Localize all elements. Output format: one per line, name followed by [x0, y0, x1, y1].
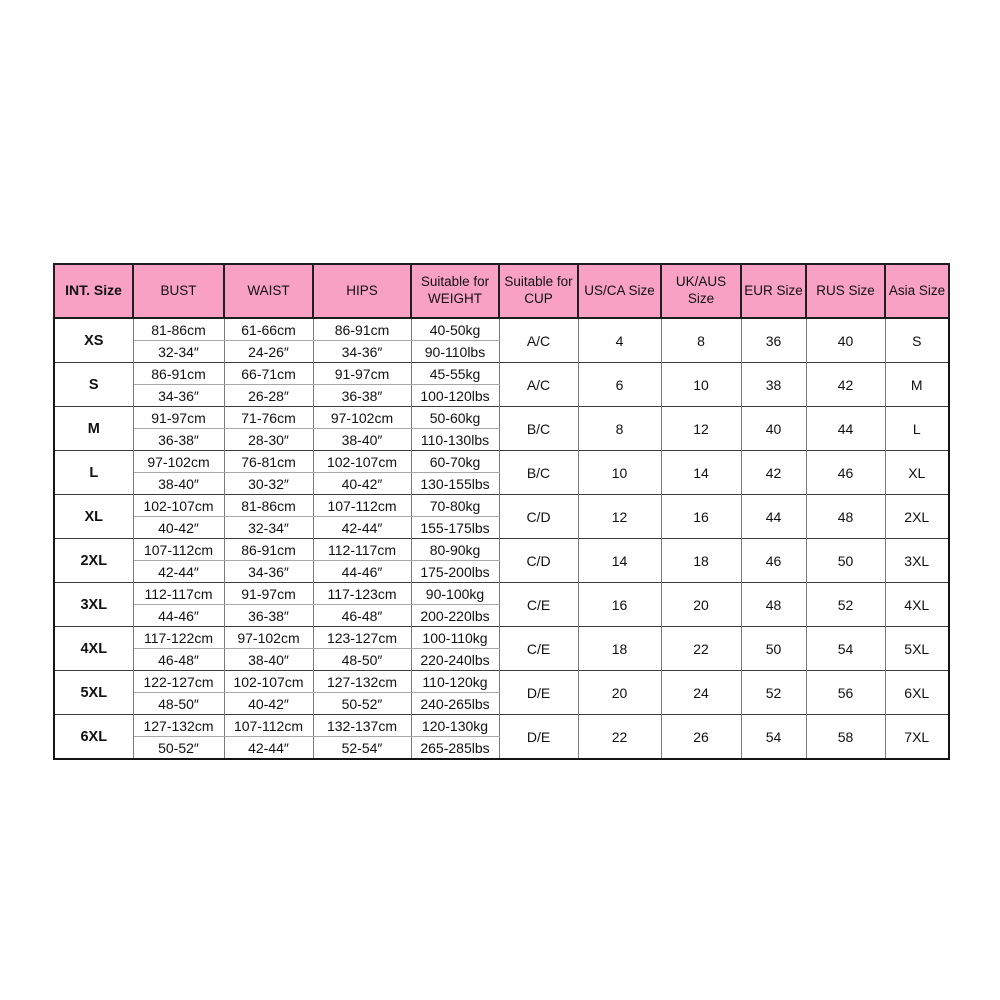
cell-rus: 56: [806, 671, 885, 715]
cell-bust_cm: 97-102cm: [133, 451, 224, 473]
cell-weight_lbs: 240-265lbs: [411, 693, 499, 715]
cell-asia: 4XL: [885, 583, 949, 627]
cell-weight_kg: 80-90kg: [411, 539, 499, 561]
cell-eur: 46: [741, 539, 806, 583]
size-row-6xl-metric: [54, 715, 949, 737]
cell-weight_kg: 90-100kg: [411, 583, 499, 605]
cell-hips_cm: 107-112cm: [313, 495, 411, 517]
size-row-3xl-metric: [54, 583, 949, 605]
cell-bust_in: 34-36″: [133, 385, 224, 407]
cell-weight_kg: 70-80kg: [411, 495, 499, 517]
cell-waist_in: 30-32″: [224, 473, 313, 495]
cell-bust_cm: 102-107cm: [133, 495, 224, 517]
size-row-l-metric: [54, 451, 949, 473]
size-row-5xl-metric: [54, 671, 949, 693]
cell-weight_lbs: 100-120lbs: [411, 385, 499, 407]
cell-waist_cm: 102-107cm: [224, 671, 313, 693]
cell-asia: M: [885, 363, 949, 407]
cell-int_size: M: [54, 407, 133, 451]
cell-eur: 42: [741, 451, 806, 495]
cell-int_size: 4XL: [54, 627, 133, 671]
cell-hips_cm: 123-127cm: [313, 627, 411, 649]
cell-bust_in: 38-40″: [133, 473, 224, 495]
cell-us_ca: 20: [578, 671, 661, 715]
cell-weight_lbs: 130-155lbs: [411, 473, 499, 495]
cell-waist_cm: 97-102cm: [224, 627, 313, 649]
cell-eur: 36: [741, 318, 806, 363]
cell-us_ca: 16: [578, 583, 661, 627]
cell-waist_in: 24-26″: [224, 341, 313, 363]
cell-cup: B/C: [499, 407, 578, 451]
cell-hips_in: 38-40″: [313, 429, 411, 451]
cell-weight_lbs: 155-175lbs: [411, 517, 499, 539]
size-row-4xl-metric: [54, 627, 949, 649]
cell-asia: L: [885, 407, 949, 451]
size-row-xs-metric: [54, 318, 949, 341]
size-chart-body: [54, 318, 949, 759]
size-chart-table: [53, 263, 950, 760]
cell-waist_cm: 107-112cm: [224, 715, 313, 737]
cell-hips_in: 40-42″: [313, 473, 411, 495]
size-chart-header: [54, 264, 949, 318]
cell-bust_cm: 117-122cm: [133, 627, 224, 649]
column-header-cup: Suitable for CUP: [499, 264, 578, 318]
cell-waist_in: 38-40″: [224, 649, 313, 671]
cell-weight_kg: 45-55kg: [411, 363, 499, 385]
cell-int_size: XL: [54, 495, 133, 539]
cell-hips_in: 52-54″: [313, 737, 411, 760]
cell-rus: 50: [806, 539, 885, 583]
cell-hips_cm: 102-107cm: [313, 451, 411, 473]
cell-uk_aus: 12: [661, 407, 741, 451]
cell-bust_cm: 127-132cm: [133, 715, 224, 737]
cell-int_size: L: [54, 451, 133, 495]
cell-bust_in: 50-52″: [133, 737, 224, 760]
cell-rus: 42: [806, 363, 885, 407]
size-row-s-metric: [54, 363, 949, 385]
column-header-bust: BUST: [133, 264, 224, 318]
cell-uk_aus: 24: [661, 671, 741, 715]
cell-eur: 38: [741, 363, 806, 407]
size-row-m-metric: [54, 407, 949, 429]
cell-rus: 48: [806, 495, 885, 539]
cell-asia: 7XL: [885, 715, 949, 760]
cell-waist_in: 32-34″: [224, 517, 313, 539]
cell-bust_in: 36-38″: [133, 429, 224, 451]
cell-bust_in: 44-46″: [133, 605, 224, 627]
cell-cup: A/C: [499, 363, 578, 407]
cell-bust_in: 32-34″: [133, 341, 224, 363]
cell-waist_cm: 86-91cm: [224, 539, 313, 561]
cell-asia: 2XL: [885, 495, 949, 539]
cell-bust_in: 48-50″: [133, 693, 224, 715]
cell-rus: 44: [806, 407, 885, 451]
cell-uk_aus: 8: [661, 318, 741, 363]
cell-hips_cm: 91-97cm: [313, 363, 411, 385]
cell-hips_cm: 132-137cm: [313, 715, 411, 737]
cell-hips_in: 42-44″: [313, 517, 411, 539]
column-header-asia: Asia Size: [885, 264, 949, 318]
cell-hips_cm: 112-117cm: [313, 539, 411, 561]
cell-cup: C/D: [499, 495, 578, 539]
cell-eur: 52: [741, 671, 806, 715]
cell-asia: S: [885, 318, 949, 363]
cell-waist_cm: 61-66cm: [224, 318, 313, 341]
column-header-waist: WAIST: [224, 264, 313, 318]
cell-cup: C/E: [499, 583, 578, 627]
cell-waist_cm: 66-71cm: [224, 363, 313, 385]
cell-weight_lbs: 175-200lbs: [411, 561, 499, 583]
cell-rus: 40: [806, 318, 885, 363]
cell-waist_in: 40-42″: [224, 693, 313, 715]
cell-us_ca: 4: [578, 318, 661, 363]
column-header-rus: RUS Size: [806, 264, 885, 318]
cell-hips_in: 36-38″: [313, 385, 411, 407]
cell-waist_in: 28-30″: [224, 429, 313, 451]
cell-int_size: 5XL: [54, 671, 133, 715]
cell-us_ca: 22: [578, 715, 661, 760]
cell-hips_cm: 127-132cm: [313, 671, 411, 693]
cell-cup: C/E: [499, 627, 578, 671]
cell-us_ca: 14: [578, 539, 661, 583]
cell-waist_cm: 76-81cm: [224, 451, 313, 473]
cell-rus: 54: [806, 627, 885, 671]
cell-us_ca: 6: [578, 363, 661, 407]
cell-int_size: XS: [54, 318, 133, 363]
cell-bust_cm: 112-117cm: [133, 583, 224, 605]
cell-bust_in: 46-48″: [133, 649, 224, 671]
size-chart: [53, 263, 950, 760]
column-header-uk_aus: UK/AUS Size: [661, 264, 741, 318]
cell-bust_cm: 86-91cm: [133, 363, 224, 385]
cell-uk_aus: 20: [661, 583, 741, 627]
cell-uk_aus: 10: [661, 363, 741, 407]
cell-bust_in: 40-42″: [133, 517, 224, 539]
size-row-xl-metric: [54, 495, 949, 517]
size-row-2xl-metric: [54, 539, 949, 561]
cell-weight_kg: 110-120kg: [411, 671, 499, 693]
header-row: [54, 264, 949, 318]
cell-asia: 3XL: [885, 539, 949, 583]
cell-bust_cm: 91-97cm: [133, 407, 224, 429]
cell-asia: XL: [885, 451, 949, 495]
cell-weight_lbs: 200-220lbs: [411, 605, 499, 627]
cell-eur: 40: [741, 407, 806, 451]
cell-weight_kg: 120-130kg: [411, 715, 499, 737]
cell-us_ca: 8: [578, 407, 661, 451]
cell-cup: D/E: [499, 671, 578, 715]
cell-hips_in: 48-50″: [313, 649, 411, 671]
cell-hips_cm: 117-123cm: [313, 583, 411, 605]
cell-uk_aus: 22: [661, 627, 741, 671]
cell-bust_cm: 81-86cm: [133, 318, 224, 341]
cell-hips_in: 46-48″: [313, 605, 411, 627]
cell-eur: 50: [741, 627, 806, 671]
cell-waist_in: 36-38″: [224, 605, 313, 627]
cell-waist_in: 34-36″: [224, 561, 313, 583]
cell-uk_aus: 26: [661, 715, 741, 760]
cell-hips_cm: 86-91cm: [313, 318, 411, 341]
cell-hips_in: 44-46″: [313, 561, 411, 583]
cell-hips_in: 50-52″: [313, 693, 411, 715]
cell-waist_in: 42-44″: [224, 737, 313, 760]
cell-waist_cm: 91-97cm: [224, 583, 313, 605]
column-header-eur: EUR Size: [741, 264, 806, 318]
cell-uk_aus: 14: [661, 451, 741, 495]
cell-weight_lbs: 220-240lbs: [411, 649, 499, 671]
cell-uk_aus: 16: [661, 495, 741, 539]
cell-waist_cm: 71-76cm: [224, 407, 313, 429]
column-header-weight: Suitable for WEIGHT: [411, 264, 499, 318]
cell-waist_cm: 81-86cm: [224, 495, 313, 517]
cell-rus: 46: [806, 451, 885, 495]
cell-asia: 5XL: [885, 627, 949, 671]
cell-hips_cm: 97-102cm: [313, 407, 411, 429]
cell-cup: C/D: [499, 539, 578, 583]
cell-int_size: 3XL: [54, 583, 133, 627]
cell-bust_cm: 107-112cm: [133, 539, 224, 561]
cell-weight_kg: 60-70kg: [411, 451, 499, 473]
cell-cup: D/E: [499, 715, 578, 760]
cell-us_ca: 18: [578, 627, 661, 671]
cell-int_size: 2XL: [54, 539, 133, 583]
cell-hips_in: 34-36″: [313, 341, 411, 363]
cell-cup: B/C: [499, 451, 578, 495]
column-header-int_size: INT. Size: [54, 264, 133, 318]
cell-us_ca: 12: [578, 495, 661, 539]
cell-rus: 52: [806, 583, 885, 627]
cell-bust_cm: 122-127cm: [133, 671, 224, 693]
cell-int_size: 6XL: [54, 715, 133, 760]
cell-weight_lbs: 110-130lbs: [411, 429, 499, 451]
cell-eur: 48: [741, 583, 806, 627]
column-header-hips: HIPS: [313, 264, 411, 318]
cell-int_size: S: [54, 363, 133, 407]
cell-eur: 54: [741, 715, 806, 760]
cell-waist_in: 26-28″: [224, 385, 313, 407]
cell-bust_in: 42-44″: [133, 561, 224, 583]
column-header-us_ca: US/CA Size: [578, 264, 661, 318]
cell-cup: A/C: [499, 318, 578, 363]
cell-us_ca: 10: [578, 451, 661, 495]
cell-eur: 44: [741, 495, 806, 539]
cell-weight_kg: 40-50kg: [411, 318, 499, 341]
cell-rus: 58: [806, 715, 885, 760]
cell-weight_lbs: 90-110lbs: [411, 341, 499, 363]
cell-weight_lbs: 265-285lbs: [411, 737, 499, 760]
cell-weight_kg: 100-110kg: [411, 627, 499, 649]
cell-uk_aus: 18: [661, 539, 741, 583]
cell-weight_kg: 50-60kg: [411, 407, 499, 429]
cell-asia: 6XL: [885, 671, 949, 715]
